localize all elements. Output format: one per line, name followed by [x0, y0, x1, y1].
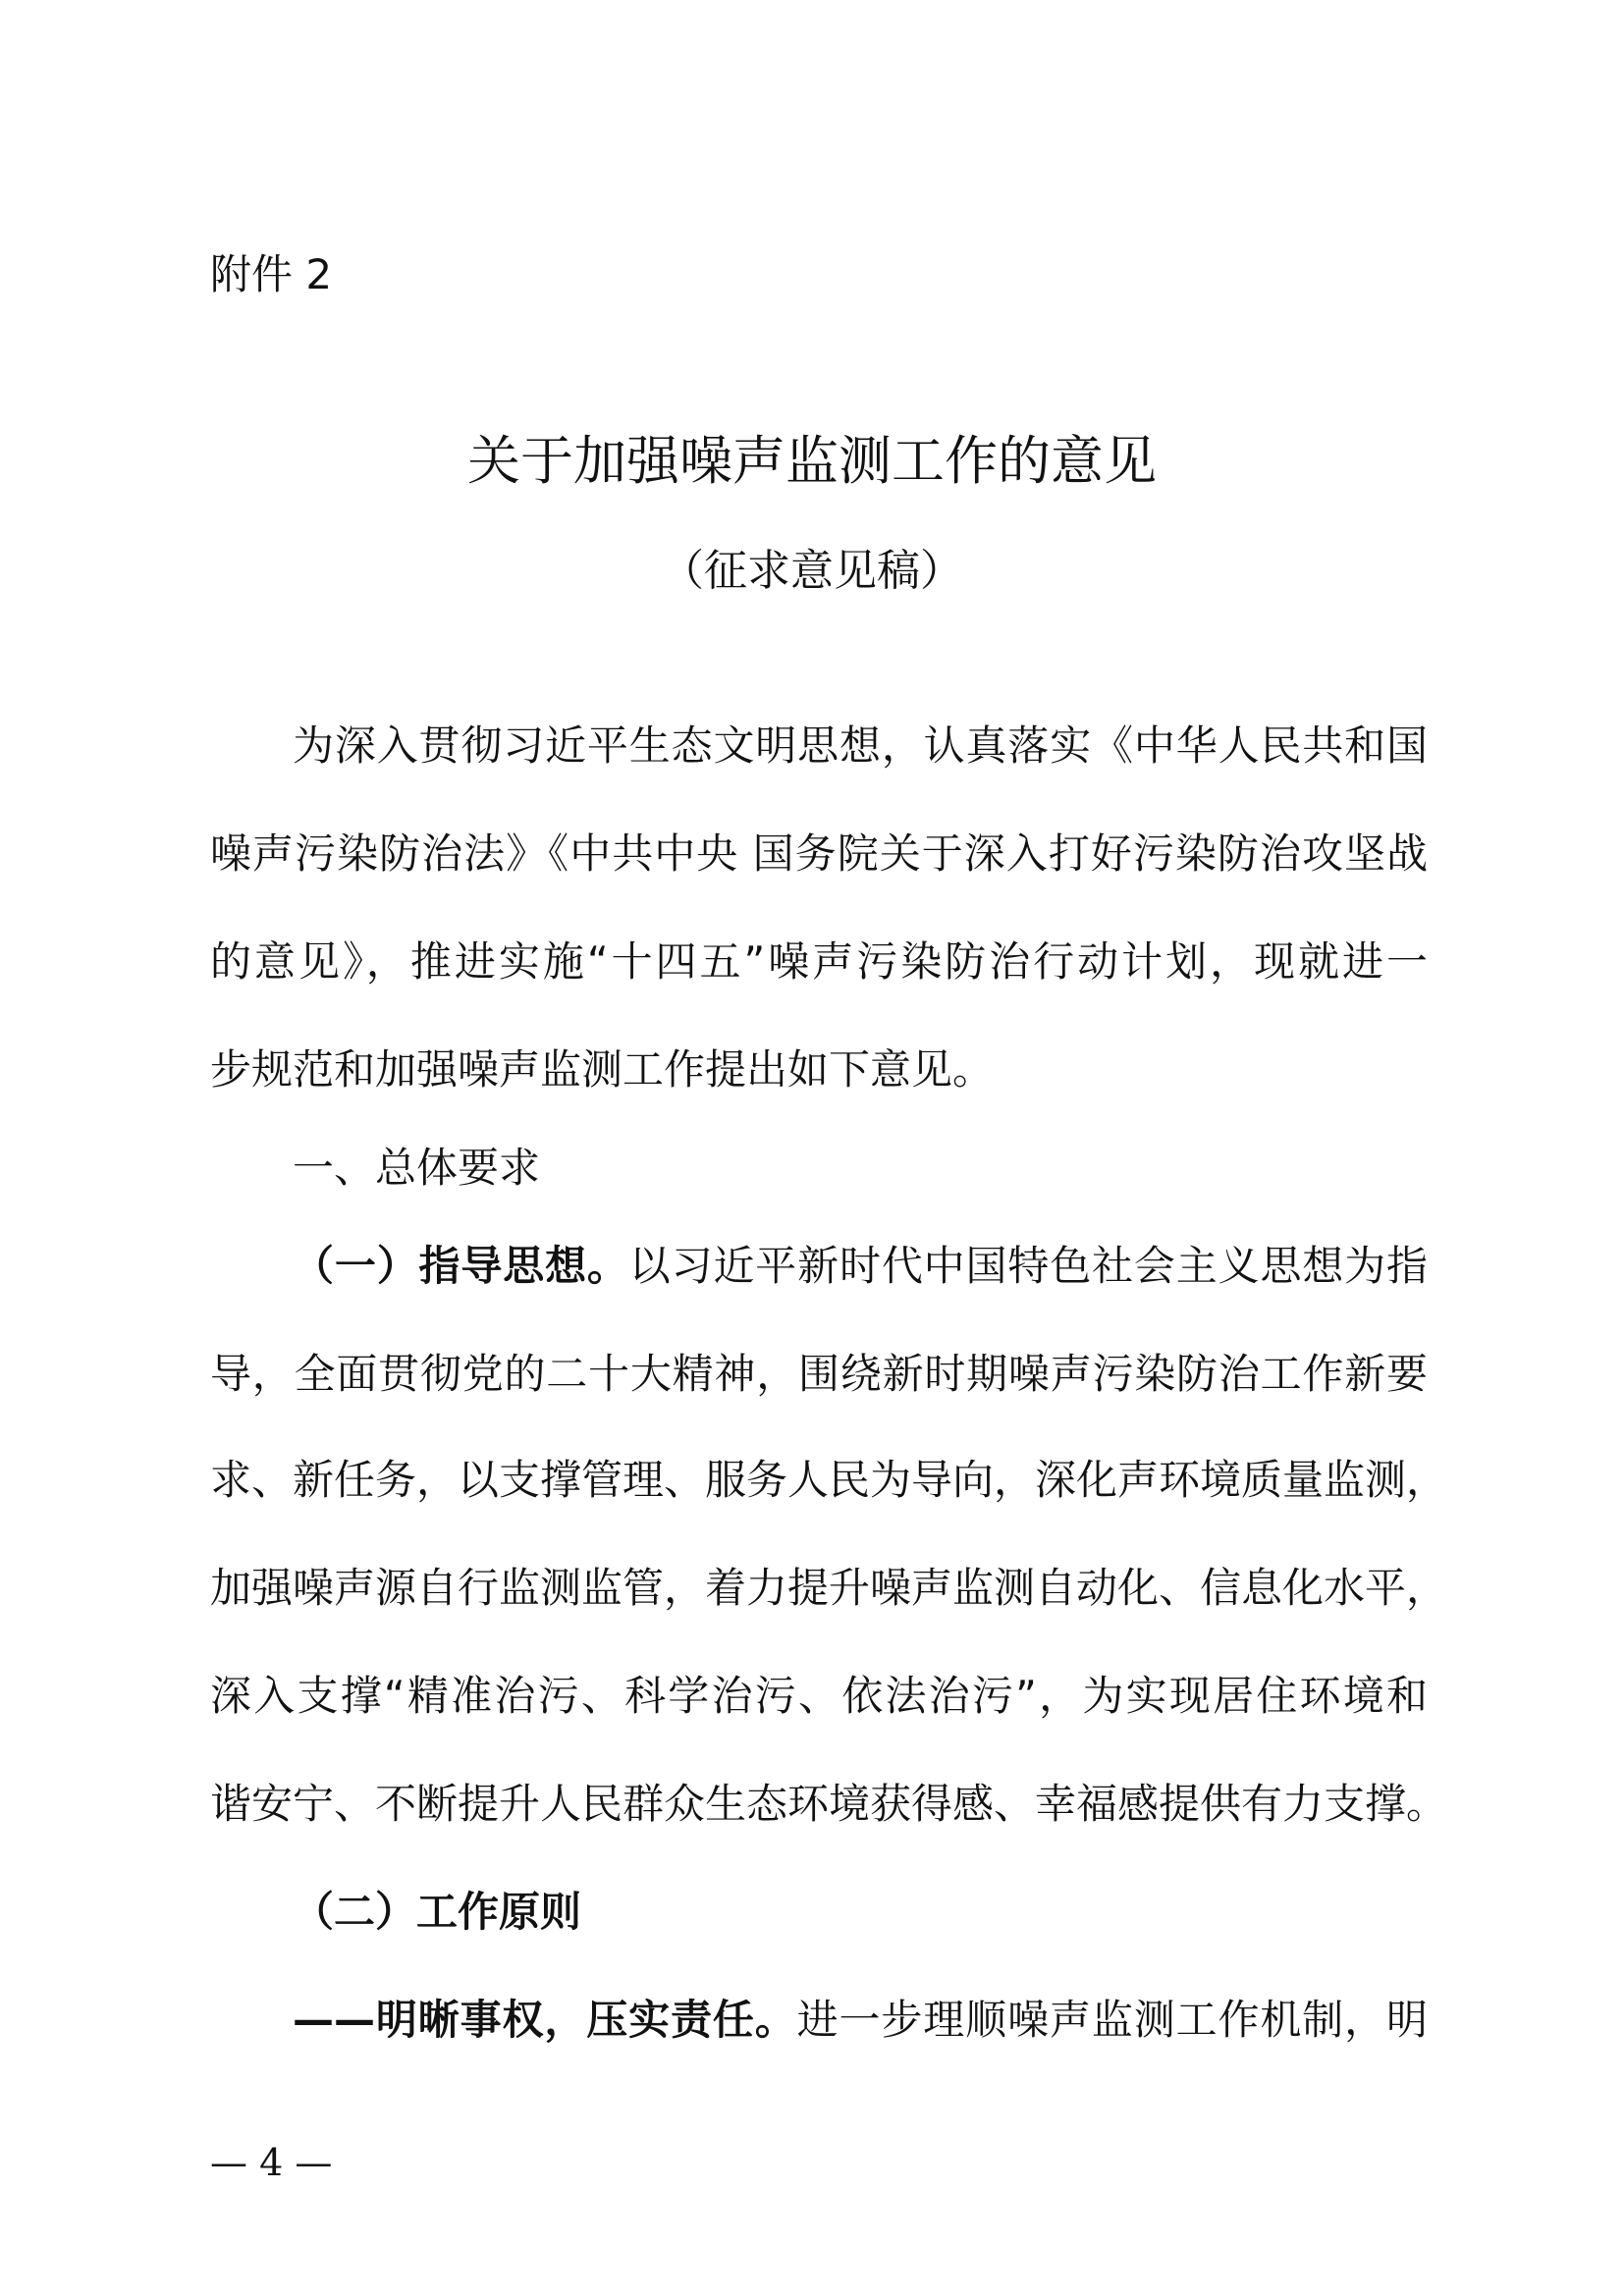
document-subtitle: （征求意见稿）: [661, 546, 963, 596]
item1-first-line: [293, 1237, 1428, 1296]
principle1-text: 进一步理顺噪声监测工作机制，明: [796, 1996, 1428, 2044]
intro-line-2: 噪声污染防治法》《中共中央 国务院关于深入打好污染防治攻坚战: [210, 829, 1428, 878]
principle1-label: ——明晰事权，压实责任。: [293, 1996, 797, 2044]
item1-line-2: 导，全面贯彻党的二十大精神，围绕新时期噪声污染防治工作新要: [210, 1350, 1428, 1398]
item1-first-line-text: 以习近平新时代中国特色社会主义思想为指: [628, 1242, 1428, 1290]
item1-line-5: 深入支撑“精准治污、科学治污、依法治污”，为实现居住环境和: [210, 1672, 1428, 1720]
item1-line-4: 加强噪声源自行监测监管，着力提升噪声监测自动化、信息化水平，: [210, 1564, 1448, 1612]
item1-label: （一）指导思想。: [293, 1242, 629, 1290]
intro-line-4: 步规范和加强噪声监测工作提出如下意见。: [210, 1045, 995, 1094]
page-number: — 4 —: [210, 2141, 333, 2184]
intro-line-1: 为深入贯彻习近平生态文明思想，认真落实《中华人民共和国: [293, 721, 1428, 770]
item2-heading: （二）工作原则: [293, 1888, 582, 1936]
item1-line-6: 谐安宁、不断提升人民群众生态环境获得感、幸福感提供有力支撑。: [210, 1780, 1448, 1828]
principle1-line: [293, 1991, 1428, 2050]
document-title: 关于加强噪声监测工作的意见: [467, 430, 1157, 492]
attachment-label: 附件 2: [210, 250, 333, 298]
intro-line-3: 的意见》，推进实施“十四五”噪声污染防治行动计划，现就进一: [210, 937, 1428, 986]
section-heading: 一、总体要求: [293, 1144, 541, 1192]
item1-line-3: 求、新任务，以支撑管理、服务人民为导向，深化声环境质量监测，: [210, 1456, 1448, 1504]
